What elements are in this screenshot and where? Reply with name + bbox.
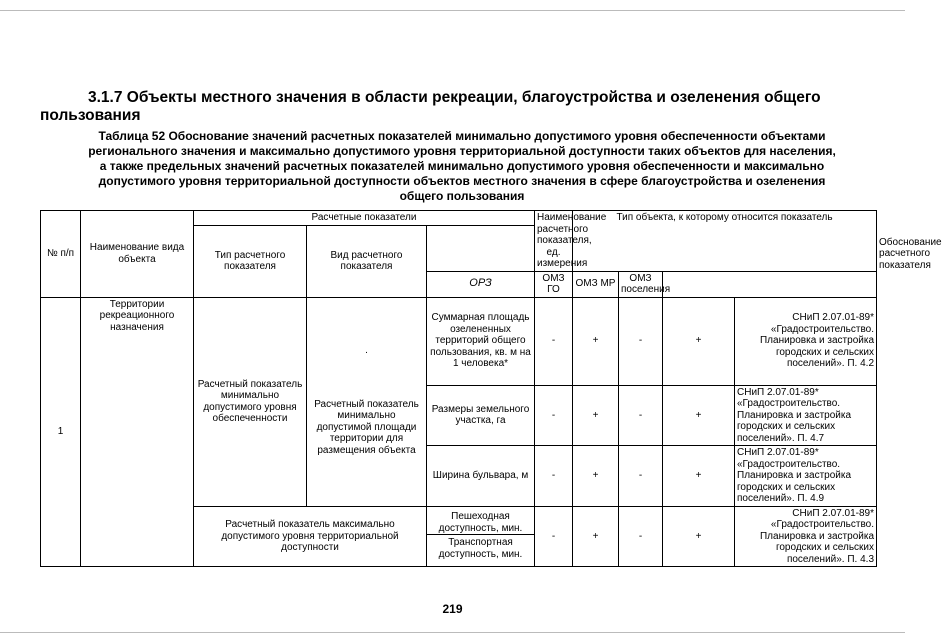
- mr-cell: -: [619, 385, 663, 446]
- caption-line: допустимого уровня территориальной доступности объектов местного значения в сфере благоустройства и озеленения: [98, 174, 826, 188]
- page-top-edge: [0, 10, 905, 11]
- basis-cell: СНиП 2.07.01-89* «Градостроительство. Планировка и застройка городских и сельских поселений». П. 4.9: [735, 446, 877, 507]
- basis-cell: СНиП 2.07.01-89* «Градостроительство. Планировка и застройка городских и сельских поселений». П. 4.2: [735, 297, 877, 385]
- orz-cell: -: [535, 385, 573, 446]
- orz-cell: -: [535, 297, 573, 385]
- go-cell: +: [573, 506, 619, 567]
- page-bottom-edge: [0, 632, 905, 633]
- pos-cell: +: [663, 446, 735, 507]
- dot-mark: ·: [364, 347, 369, 358]
- header-orz: ОРЗ: [427, 271, 535, 297]
- section-heading: [40, 89, 880, 125]
- header-calc-unit: Наименование расчетного показателя, ед. измерения: [535, 211, 573, 272]
- mr-cell: -: [619, 446, 663, 507]
- pedestrian-access: Пешеходная доступность, мин.: [427, 510, 534, 535]
- caption-line: регионального значения и максимально допустимого уровня территориальной доступности таких объектов для населения,: [88, 144, 836, 158]
- header-calc-group: Расчетные показатели: [194, 211, 535, 226]
- go-cell: +: [573, 385, 619, 446]
- header-omz-pos: ОМЗ поселения: [619, 271, 663, 297]
- table-caption: [56, 129, 868, 204]
- indicators-table: № п/п Наименование вида объекта Расчетные показатели Наименование расчетного показателя, ед. измерения Тип объекта, к которому относится показатель Обоснование расчетного показателя Тип расчетного показателя Вид расчетного показателя ОРЗ ОМЗ ГО ОМЗ МР ОМЗ поселения 1 Территории рекреационного назначения Расчетный показатель минимально допустимого уровня обеспеченности · Расчетный показатель минимально допустимой площади территории для размещения объекта Суммарная площадь озелененных территорий общего пользования, кв. м на 1 человека* - + - + СНиП 2.07.01-89* «Градостроительство. Планировка и застройка городских и сельских поселений». П. 4.2 Размеры земельного участка, га - + - + СНиП 2.07.01-89* «Градостроительство. Планировка и застройка городских и сельских поселений». П. 4.7 Ширина бульвара, м - + - + СНиП 2.07.01-89* «Градостроительство. Планировка и застройка городских и сельских поселений». П. 4.9 Расчетный показатель максимально допустимого уровня территориальной доступности Пешеходная доступность, мин. Транспортная доступность, мин. - + - + СНиП 2.07.01-89* «Градостроительство. Планировка и застройка городских и сельских поселений». П. 4.3: [40, 210, 877, 567]
- mr-cell: -: [619, 506, 663, 567]
- calc-kind-min-text: Расчетный показатель минимально допустимой площади территории для размещения объекта: [314, 398, 419, 456]
- section-heading-line2: пользования: [40, 107, 141, 124]
- page-number: 219: [442, 602, 463, 616]
- pos-cell: +: [663, 506, 735, 567]
- header-num: № п/п: [41, 211, 81, 298]
- pos-cell: +: [663, 297, 735, 385]
- go-cell: +: [573, 297, 619, 385]
- orz-cell: -: [535, 506, 573, 567]
- calc-type-max: Расчетный показатель максимально допустимого уровня территориальной доступности: [194, 506, 427, 567]
- caption-line: а также предельных значений расчетных показателей минимально допустимого уровня обеспеченности и максимально: [99, 159, 825, 173]
- mr-cell: -: [619, 297, 663, 385]
- header-omz-go: ОМЗ ГО: [535, 271, 573, 297]
- row-number: 1: [41, 297, 81, 567]
- section-heading-line1: 3.1.7 Объекты местного значения в области рекреации, благоустройства и озеленения общего: [88, 89, 821, 106]
- basis-cell: СНиП 2.07.01-89* «Градостроительство. Планировка и застройка городских и сельских поселений». П. 4.7: [735, 385, 877, 446]
- transport-access: Транспортная доступность, мин.: [438, 537, 523, 560]
- accessibility-cell: [427, 506, 535, 567]
- pos-cell: +: [663, 385, 735, 446]
- indicator-cell: Суммарная площадь озелененных территорий общего пользования, кв. м на 1 человека*: [427, 297, 535, 385]
- header-object-name: Наименование вида объекта: [81, 211, 194, 298]
- caption-line: Таблица 52 Обоснование значений расчетных показателей минимально допустимого уровня обеспеченности объектами: [98, 129, 826, 143]
- object-name: Территории рекреационного назначения: [81, 297, 194, 567]
- basis-cell: СНиП 2.07.01-89* «Градостроительство. Планировка и застройка городских и сельских поселений». П. 4.3: [735, 506, 877, 567]
- header-object-type-group: Тип объекта, к которому относится показатель: [573, 211, 877, 272]
- header-omz-mr: ОМЗ МР: [573, 271, 619, 297]
- header-calc-type: Тип расчетного показателя: [194, 225, 307, 297]
- go-cell: +: [573, 446, 619, 507]
- indicator-cell: Размеры земельного участка, га: [427, 385, 535, 446]
- orz-cell: -: [535, 446, 573, 507]
- caption-line: общего пользования: [399, 189, 525, 203]
- indicator-cell: Ширина бульвара, м: [427, 446, 535, 507]
- calc-kind-min: [307, 297, 427, 506]
- header-calc-kind: Вид расчетного показателя: [307, 225, 427, 297]
- calc-type-min: Расчетный показатель минимально допустимого уровня обеспеченности: [194, 297, 307, 506]
